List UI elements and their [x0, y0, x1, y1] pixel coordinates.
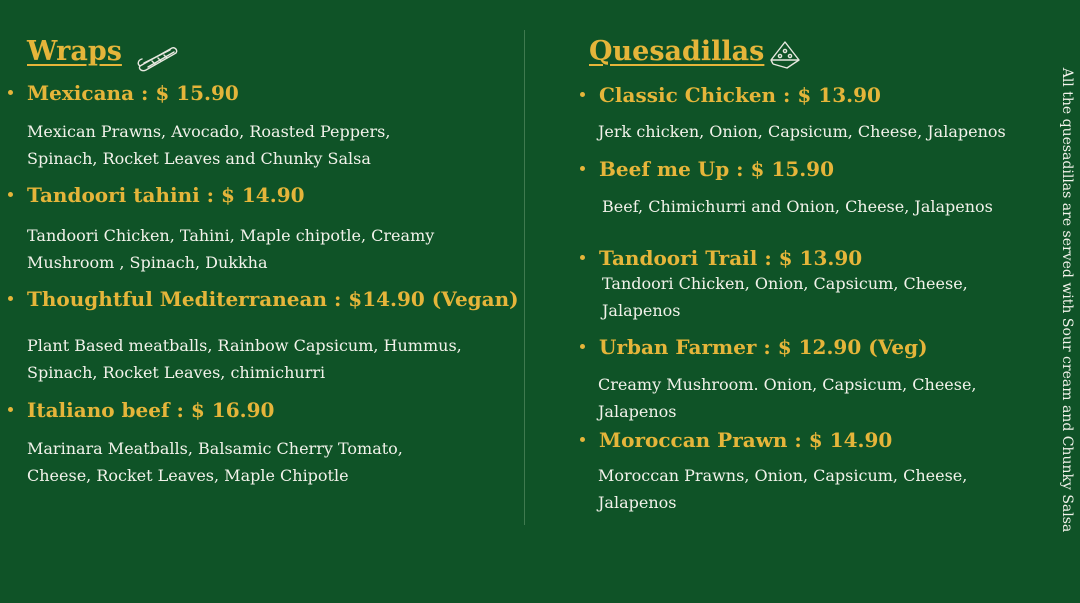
menu-item-description: Moroccan Prawns, Onion, Capsicum, Cheese, Jalapenos: [598, 466, 968, 512]
menu-item-title: Mexicana : $ 15.90: [8, 81, 239, 105]
wraps-title: Wraps: [27, 36, 122, 67]
menu-item-description: Plant Based meatballs, Rainbow Capsicum, Hummus, Spinach, Rocket Leaves, chimichurri: [27, 336, 462, 382]
menu-item-description: Marinara Meatballs, Balsamic Cherry Tomato, Cheese, Rocket Leaves, Maple Chipotle: [27, 439, 403, 485]
menu-item-title: Classic Chicken : $ 13.90: [580, 83, 881, 107]
menu-item-description: Creamy Mushroom. Onion, Capsicum, Cheese, Jalapenos: [598, 375, 977, 421]
menu-item-title: Beef me Up : $ 15.90: [580, 157, 834, 181]
quesadilla-icon: [767, 38, 803, 72]
menu-item-description: Tandoori Chicken, Tahini, Maple chipotle, Creamy Mushroom , Spinach, Dukkha: [27, 226, 435, 272]
quesadillas-title: Quesadillas: [589, 36, 765, 67]
menu-item-description: Jerk chicken, Onion, Capsicum, Cheese, Jalapenos: [598, 122, 1006, 141]
menu-item-title: Tandoori Trail : $ 13.90: [580, 246, 862, 270]
menu-item-title: Tandoori tahini : $ 14.90: [8, 183, 305, 207]
menu-item-title: Urban Farmer : $ 12.90 (Veg): [580, 335, 928, 359]
side-note: All the quesadillas are served with Sour cream and Chunky Salsa: [1059, 67, 1075, 533]
wrap-icon: [134, 42, 180, 72]
menu-item-title: Italiano beef : $ 16.90: [8, 398, 274, 422]
menu-item-description: Tandoori Chicken, Onion, Capsicum, Cheese, Jalapenos: [602, 274, 968, 320]
column-divider: [524, 30, 525, 525]
menu-item-description: Beef, Chimichurri and Onion, Cheese, Jalapenos: [602, 197, 993, 216]
menu-item-description: Mexican Prawns, Avocado, Roasted Peppers, Spinach, Rocket Leaves and Chunky Salsa: [27, 122, 391, 168]
menu-item-title: Thoughtful Mediterranean : $14.90 (Vegan): [8, 287, 519, 311]
menu-item-title: Moroccan Prawn : $ 14.90: [580, 428, 892, 452]
